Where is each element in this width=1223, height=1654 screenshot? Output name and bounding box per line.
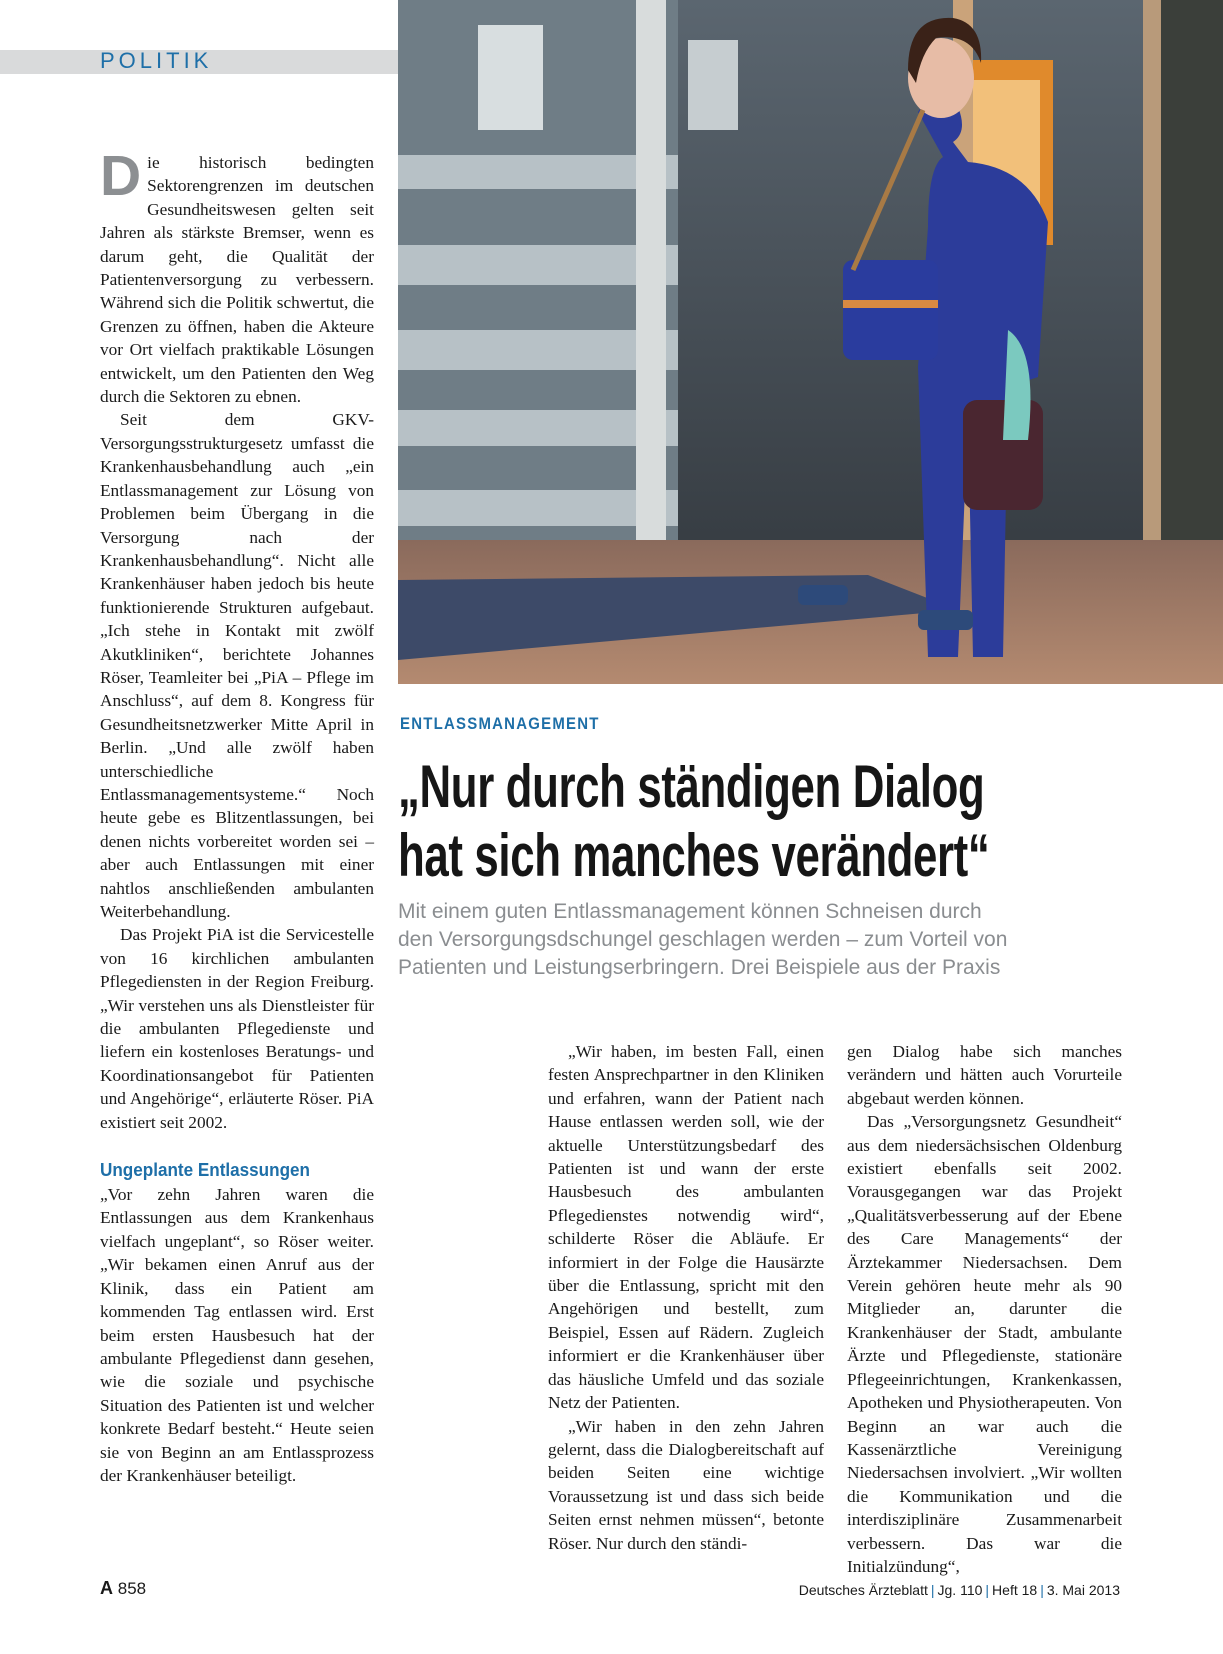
text-column-3 — [847, 1040, 1122, 1578]
article-kicker: ENTLASSMANAGEMENT — [400, 714, 600, 733]
subhead-line: Mit einem guten Entlassmanagement können Schneisen durch — [398, 900, 982, 923]
article-subhead — [398, 898, 1098, 982]
paragraph: „Vor zehn Jahren waren die Entlassungen aus dem Krankenhaus vielfach ungeplant“, so Röser weiter. „Wir bekamen einen Anruf aus der Klinik, dass ein Patient am kommenden Tag entlassen wird. Erst beim ersten Hausbesuch hat der ambulante Pflegedienst dann gesehen, wie die soziale und psychische Situation des Patienten ist und welcher konkrete Bedarf besteht.“ Heute seien sie von Beginn an am Entlassprozess der Krankenhäuser beteiligt. — [100, 1185, 374, 1485]
headline-line: „Nur durch ständigen Dialog — [398, 753, 985, 820]
journal-volume: Jg. 110 — [937, 1582, 983, 1598]
article-headline — [398, 752, 1113, 890]
paragraph — [100, 144, 374, 408]
issue-date: 3. Mai 2013 — [1046, 1582, 1120, 1598]
paragraph: „Wir haben, im besten Fall, einen festen Ansprechpartner in den Kliniken und erfahren, wann der Patient nach Hause entlassen werden soll, wie der aktuelle Unterstützungsbedarf des Patienten ist und wann der erste Hausbesuch des ambulanten Pflegedienstes notwendig wird“, schilderte Röser die Abläufe. Er informiert in der Folge die Hausärzte über die Entlassung, spricht mit den Angehörigen und bestellt, zum Beispiel, Essen auf Rädern. Zugleich informiert er die Krankenhäuser über das häusliche Umfeld und das soziale Netz der Patienten. — [548, 1042, 824, 1413]
paragraph: Seit dem GKV-Versorgungsstrukturgesetz umfasst die Krankenhausbehandlung auch „ein Entlassmanagement zur Lösung von Problemen beim Übergang in die Versorgung nach der Krankenhausbehandlung“. Nicht alle Krankenhäuser haben jedoch bis heute funktionierende Strukturen aufgebaut. „Ich stehe in Kontakt mit zwölf Akutkliniken“, berichtete Johannes Röser, Teamleiter bei „PiA – Pflege im Anschluss“, auf dem 8. Kongress für Gesundheitsnetzwerker Mitte April in Berlin. „Und alle zwölf haben unterschiedliche Entlassmanagementsysteme.“ Noch heute gebe es Blitzentlassungen, bei denen nichts vorbereitet worden sei – aber auch Entlassungen mit einer nahtlos anschließenden ambulanten Weiterbehandlung. — [100, 410, 374, 921]
paragraph: „Wir haben in den zehn Jahren gelernt, dass die Dialogbereitschaft auf beiden Seiten eine wichtige Voraussetzung ist und dass sich beide Seiten ernst nehmen müssen“, betonte Röser. Nur durch den ständi- — [548, 1416, 824, 1553]
paragraph: Das Projekt PiA ist die Servicestelle von 16 kirchlichen ambulanten Pflegediensten in der Region Freiburg. „Wir verstehen uns als Dienstleister für die ambulanten Pflegedienste und liefern ein kostenloses Beratungs- und Koordinationsangebot für Patienten und Angehörige“, erläuterte Röser. PiA existiert seit 2002. — [100, 925, 374, 1132]
footer-info: Deutsches Ärzteblatt | Jg. 110 | Heft 18 | 3. Mai 2013 — [798, 1582, 1120, 1598]
subhead-line: den Versorgungsdschungel geschlagen werden – zum Vorteil von — [398, 928, 1008, 951]
drop-cap: D — [100, 144, 142, 208]
subheading: Ungeplante Entlassungen — [100, 1160, 310, 1181]
paragraph-text: ie historisch bedingten Sektorengrenzen im deutschen Gesundheitswesen gelten seit Jahren als stärkste Bremser, wenn es darum geht, die Qualität der Patientenversorgung zu verbessern. Während sich die Politik schwertut, die Grenzen zu öffnen, haben die Akteure vor Ort vielfach praktikable Lösungen entwickelt, um den Patienten den Weg durch die Sektoren zu ebnen. — [100, 153, 374, 407]
page-number-value: 858 — [117, 1579, 147, 1598]
page-number — [100, 1578, 146, 1599]
section-label: POLITIK — [100, 48, 213, 73]
text-column-1 — [100, 144, 374, 1487]
paragraph: Das „Versorgungsnetz Gesundheit“ aus dem niedersächsischen Oldenburg existiert ebenfalls seit 2002. Vorausgegangen war das Projekt „Qualitätsverbesserung auf der Ebene des Care Managements“ der Ärztekammer Niedersachsen. Dem Verein gehören heute mehr als 90 Mitglieder an, darunter die Krankenhäuser der Stadt, ambulante Ärzte und Pflegedienste, stationäre Pflegeeinrichtungen, Krankenkassen, Apotheken und Physiotherapeuten. Von Beginn an war auch die Kassenärztliche Vereinigung Niedersachsen involviert. „Wir wollten die Kommunikation und die interdisziplinäre Zusammenarbeit verbessern. Das war die Initialzündung“, — [847, 1112, 1122, 1576]
subhead-line: Patienten und Leistungserbringern. Drei Beispiele aus der Praxis — [398, 956, 1001, 979]
journal-name: Deutsches Ärzteblatt — [798, 1582, 928, 1598]
article-photo — [398, 0, 1223, 684]
journal-issue: Heft 18 — [992, 1582, 1038, 1598]
page-prefix: A — [100, 1578, 113, 1598]
headline-line: hat sich manches verändert“ — [398, 822, 990, 889]
paragraph: gen Dialog habe sich manches verändern und hätten auch Vorurteile abgebaut werden können. — [847, 1042, 1122, 1108]
text-column-2 — [548, 1040, 824, 1555]
